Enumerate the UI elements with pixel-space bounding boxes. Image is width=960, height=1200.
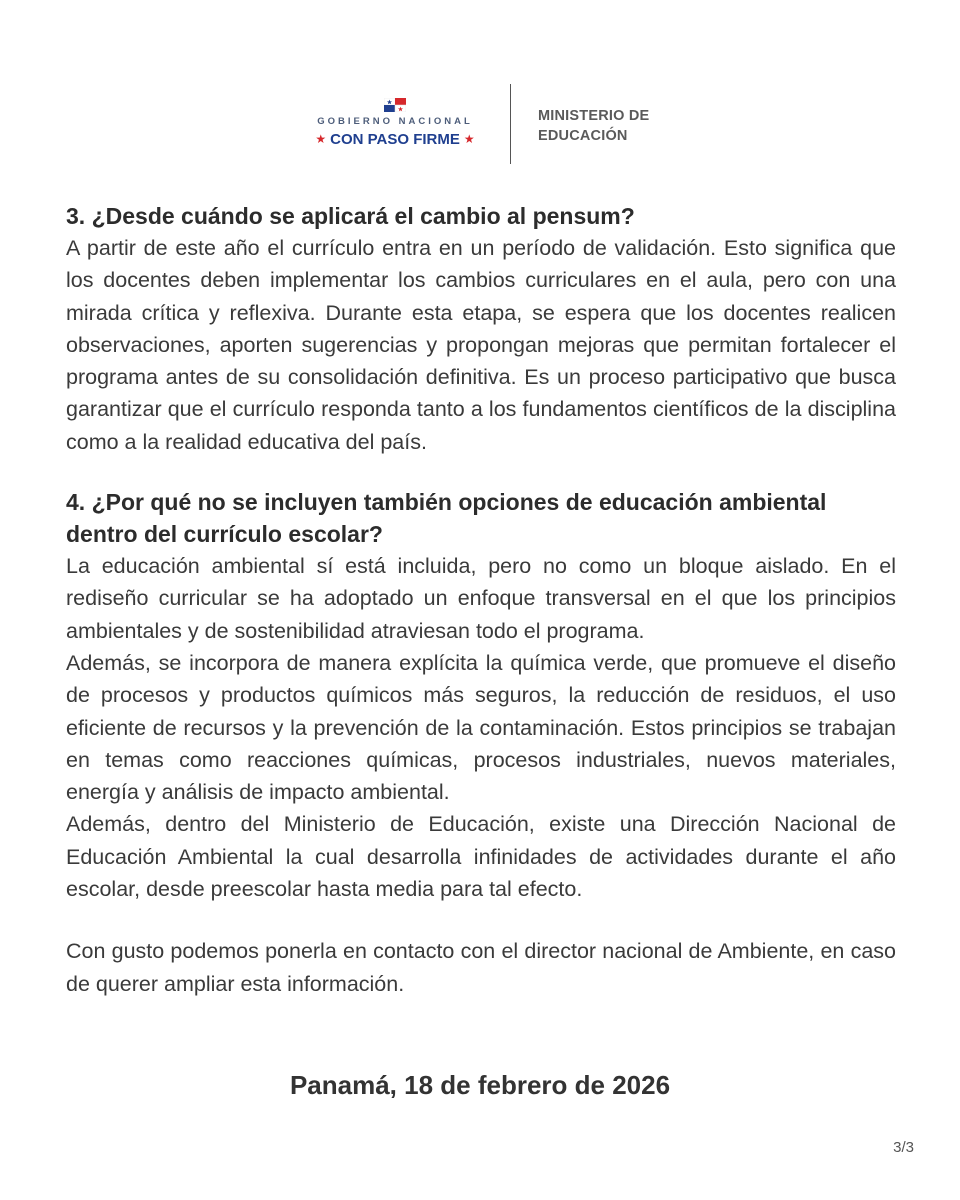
answer-paragraph: Además, se incorpora de manera explícita la química verde, que promueve el diseño de procesos y productos químicos más seguros, la reducción de residuos, el uso eficiente de recursos y la prevención de la contaminación. Estos principios se trabajan en temas como reacciones químicas, procesos industriales, nuevos materiales, energía y análisis de impacto ambiental.	[66, 650, 896, 805]
answer-paragraph: Además, dentro del Ministerio de Educación, existe una Dirección Nacional de Educación Ambiental la cual desarrolla infinidades de actividades durante el año escolar, desde preescolar hasta media para tal efecto.	[66, 812, 896, 902]
section-3	[66, 200, 896, 458]
answer-paragraph: La educación ambiental sí está incluida, pero no como un bloque aislado. En el rediseño curricular se ha adoptado un enfoque transversal en el que los principios ambientales y de sostenibilidad atraviesan todo el programa.	[66, 554, 896, 643]
page-number: 3/3	[893, 1139, 914, 1156]
header-divider	[510, 84, 511, 164]
star-icon: ★	[315, 132, 327, 146]
section-4	[66, 486, 896, 905]
question-heading: 4. ¿Por qué no se incluyen también opciones de educación ambiental dentro del currículo escolar?	[66, 489, 827, 548]
slogan-text: CON PASO FIRME	[330, 131, 460, 148]
ministry-name	[538, 106, 649, 146]
panama-flag-icon	[384, 98, 406, 112]
slogan	[300, 131, 490, 148]
ministry-line-1: MINISTERIO DE	[538, 108, 650, 124]
letterhead	[0, 80, 960, 170]
government-label: GOBIERNO NACIONAL	[317, 116, 473, 127]
document-body	[66, 200, 896, 1000]
answer-paragraph: A partir de este año el currículo entra en un período de validación. Esto significa que los docentes deben implementar los cambios curriculares en el aula, pero con una mirada crítica y reflexiva. Durante esta etapa, se espera que los docentes realicen observaciones, aporten sugerencias y propongan mejoras que permitan fortalecer el programa antes de su consolidación definitiva. Es un proceso participativo que busca garantizar que el currículo responda tanto a los fundamentos científicos de la disciplina como a la realidad educativa del país.	[66, 236, 896, 454]
government-logo	[300, 98, 490, 148]
question-heading: 3. ¿Desde cuándo se aplicará el cambio al pensum?	[66, 203, 635, 229]
star-icon: ★	[463, 132, 475, 146]
closing-paragraph: Con gusto podemos ponerla en contacto con el director nacional de Ambiente, en caso de querer ampliar esta información.	[66, 939, 896, 996]
document-date: Panamá, 18 de febrero de 2026	[289, 1070, 671, 1100]
ministry-line-2: EDUCACIÓN	[538, 128, 628, 144]
